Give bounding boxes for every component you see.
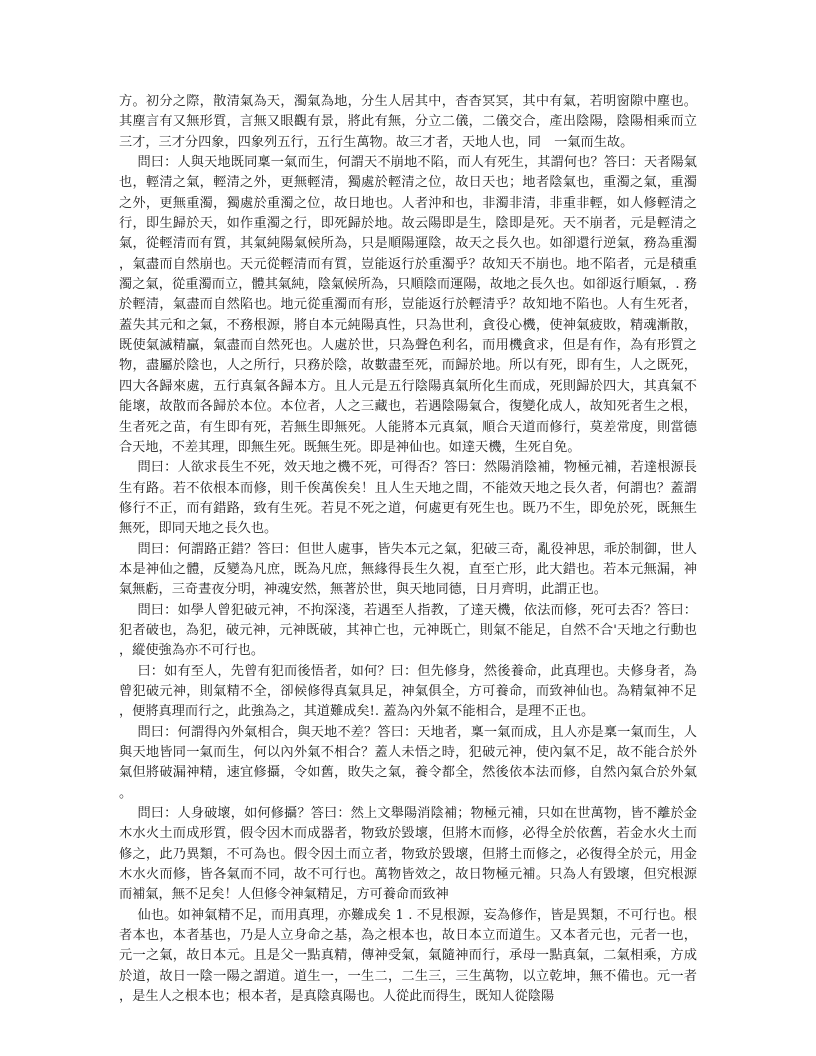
- paragraph-question-enlightened-later: 曰：如有至人，先曾有犯而後悟者，如何？曰：但先修身，然後養命，此真理也。夫修身者，為曾犯破元神，則氣精不全，卻候修得真氣具足，神氣俱全，方可養命，而致神仙也。為精氣神不足，便將真理而行之，此強為之，其道難成矣!. 蓋為內外氣不能相合，是理不正也。: [119, 663, 697, 720]
- paragraph-question-right-wrong-path: 問曰：何謂路正錯？答曰：但世人處事，皆失本元之氣，犯破三奇，亂役神思，乖於制御，世人本是神仙之體，反變為凡庶，既為凡庶，無緣得長生久視，直至亡形，此大錯也。若本元無漏，神氣無虧，三奇晝夜分明，神魂安然，無著於世，與天地同德，日月齊明，此謂正也。: [119, 541, 697, 598]
- paragraph-question-life-death: 問曰：人與天地既同稟一氣而生，何謂天不崩地不陷，而人有死生，其謂何也？答曰：天者陽氣也，輕清之氣，輕清之外，更無輕清，獨處於輕清之位，故日天也；地者陰氣也，重濁之氣，重濁之外，更無重濁，獨處於重濁之位，故日地也。人者沖和也，非濁非清，非重非輕，如人修輕清之行，即生歸於天，如作重濁之行，即死歸於地。故云陽即是生，陰即是死。天不崩者，元是輕清之氣，從輕清而有質，其氣純陽氣候所為，只是順陽運陰，故天之長久也。如卻還行逆氣，務為重濁，氣盡而自然崩也。天元從輕清而有質，豈能返行於重濁乎？故知天不崩也。地不陷者，元是積重濁之氣，從重濁而立，體其氣純，陰氣候所為，只順陰而運陽，故地之長久也。如卻返行順氣，. 務於輕清，氣盡而自然陷也。地元從重濁而有形，豈能返行於輕清乎？故知地不陷也。人有生死者，蓋失其元和之氣，不務根源，將自本元純陽真性，只為世利，貪役心機，使神氣疲敗，精魂漸散，既使氣滅精贏，氣盡而自然死也。人處於世，只為聲色利名，而用機貪求，但是有作，為有形質之物，盡屬於陰也，人之所行，只務於陰，故數盡至死，而歸於地。所以有死，即有生，人之既死，四大各歸來處，五行真氣各歸本方。且人元是五行陰陽真氣所化生而成，死則歸於四大，其真氣不能壞，故散而各歸於本位。本位者，人之三藏也，若遇陰陽氣合，復變化成人，故知死者生之根，生者死之苗，有生即有死，若無生即無死。人能將本元真氣，順合天道而修行，莫差常度，則當德合天地，不差其理，即無生死。既無生死。即是神仙也。如達天機，生死自免。: [119, 155, 697, 455]
- paragraph-question-broken-spirit: 問曰：如學人曾犯破元神，不拘深淺，若遇至人指教，了達天機，依法而修，死可去否？答曰：犯者破也，為犯，破元神，元神既破，其神亡也，元神既亡，則氣不能足，自然不合'天地之行動也，縱使強為亦不可行也。: [119, 602, 697, 659]
- paragraph-question-inner-outer-qi: 問曰：何謂得內外氣相合，與天地不差？答曰：天地者，稟一氣而成，且人亦是稟一氣而生，人與天地皆同一氣而生，何以內外氣不相合？蓋人未悟之時，犯破元神，使內氣不足，故不能合於外氣但將破漏神精，速宜修攝，令如舊，敗失之氣，養令都全，然後依本法而修，自然內氣合於外氣。: [119, 724, 697, 801]
- document-page: [119, 92, 697, 1007]
- paragraph-question-long-life: 問曰：人欲求長生不死，效天地之機不死，可得否？答曰：然陽消陰補，物極元補，若達根源長生有路。若不依根本而修，則千俟萬俟矣！且人生天地之間，不能效天地之長久者，何謂也？蓋謂修行不正，而有錯路，致有生死。若見不死之道，何處更有死生也。既乃不生，即免於死，既無生無死，即同天地之長久也。: [119, 460, 697, 537]
- paragraph-question-repair-body: 問曰：人身破壞，如何修攝？答曰：然上文舉陽消陰補；物極元補，只如在世萬物，皆不離於金木水火土而成形質，假令因木而成器者，物致於毀壞，但將木而修，必得全於依舊，若金水火土而修之，此乃異類，不可為也。假令因土而立者，物致於毀壞，但將土而修之，必復得全於元，用金木水火而修，皆各氣而不同，故不可行也。萬物皆效之，故日物極元補。只為人有毀壞，但究根源而補氣，無不足矣！人但修令神氣精足，方可養命而致神: [119, 806, 697, 903]
- paragraph-root-and-origin: 仙也。如神氣精不足，而用真理，亦難成矣 1 . 不見根源，妄為修作，皆是異類，不可行也。根者本也，本者基也，乃是人立身命之基，為之根本也，故日本立而道生。又本者元也，元者一也，元一之氣，故日本元。且是父一點真精，傳神受氣，氣隨神而行，承母一點真氣，二氣相乘，方成於道，故日一陰一陽之謂道。道生一，一生二，二生三，三生萬物，以立乾坤，無不備也。元一者，是生人之根本也；根本者，是真陰真陽也。人從此而得生，既知人從陰陽: [119, 907, 697, 1005]
- paragraph-origin-of-heaven-earth: 方。初分之際，散清氣為天，濁氣為地，分生人居其中，杳杳冥冥，其中有氣，若明窗隙中塵也。其塵言有又無形質，言無又眼觀有景，將此有無，分立二儀，二儀交合，產出陰陽，陰陽相乘而立三才，三才分四象，四象列五行，五行生萬物。故三才者，天地人也，同 一氣而生故。: [119, 94, 697, 150]
